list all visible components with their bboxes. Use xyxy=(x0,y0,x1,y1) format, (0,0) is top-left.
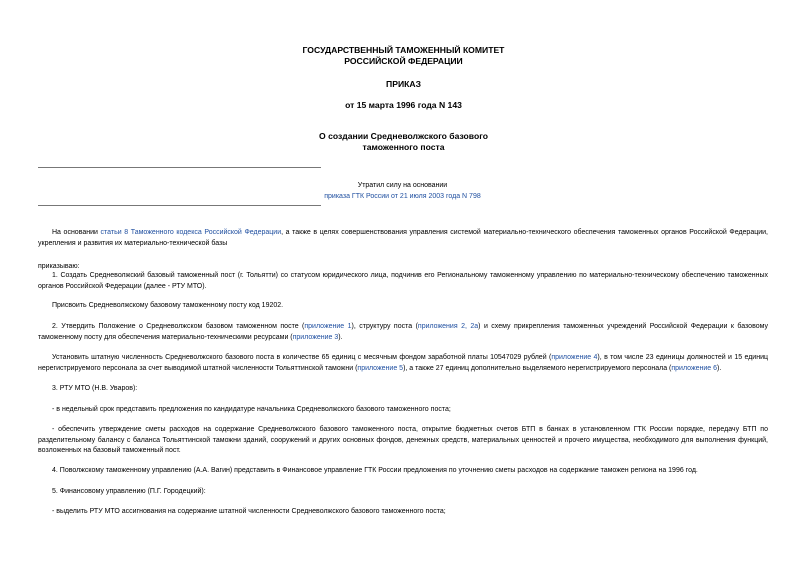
order-word: приказываю: xyxy=(38,263,80,270)
title-line-1: О создании Средневолжского базового xyxy=(319,131,488,141)
paragraph-8: 5. Финансовому управлению (П.Г. Городецкий): xyxy=(52,488,206,495)
status-link[interactable]: приказа ГТК России от 21 июля 2003 года N 798 xyxy=(324,193,481,200)
status-note xyxy=(150,180,655,202)
paragraph-4: 3. РТУ МТО (Н.В. Уваров): xyxy=(52,385,138,392)
document-title xyxy=(0,131,807,153)
paragraph-6: - обеспечить утверждение сметы расходов на содержание Средневолжского базового таможенного поста, открытие бюджетных счетов БТП в банках в установленном ГТК России порядке, передачу БТП по разделительному балансу с баланса Тольяттинской таможни зданий, сооружений и других основных фондов, денежных средств, материальных ценностей и прочего имущества, необходимого для выполнения функций, возложенных на базовый таможенный пост. xyxy=(38,426,768,454)
paragraph-3: Установить штатную численность Средневолжского базового поста в количестве 65 единиц с месячным фондом заработной платы 10547029 рублей (приложение 4), в том числе 23 единицы должностей и 15 единиц нерегистрируемого персонала за счет выводимой штатной численности Тольяттинской таможни (приложение 5), а также 27 единиц дополнительно выделяемого нерегистрируемого персонала (приложение 6). xyxy=(38,354,769,372)
divider-bottom xyxy=(38,205,321,206)
link-appendix-3[interactable]: приложение 3 xyxy=(292,333,339,341)
title-line-2: таможенного поста xyxy=(362,142,445,152)
paragraph-2: 2. Утвердить Положение о Средневолжском базовом таможенном посте (приложение 1), структуру поста (приложения 2, 2а) и схему прикрепления таможенных учреждений Российской Федерации к базовому таможенному посту для обеспечения материально-техническими ресурсами (приложение 3). xyxy=(38,323,768,341)
preamble-paragraph: На основании статьи 8 Таможенного кодекса Российской Федерации, а также в целях совершенствования управления системой материально-технического обеспечения таможенных органов Российской Федерации, укрепления и развития их материально-технической базы xyxy=(38,229,768,247)
divider-top xyxy=(38,167,321,168)
link-appendix-4[interactable]: приложение 4 xyxy=(551,354,598,361)
link-appendix-2-2a[interactable]: приложения 2, 2а xyxy=(417,323,479,330)
document-type: ПРИКАЗ xyxy=(386,79,421,89)
status-text: Утратил силу на основании xyxy=(357,182,448,189)
org-line-1: ГОСУДАРСТВЕННЫЙ ТАМОЖЕННЫЙ КОМИТЕТ xyxy=(302,45,505,55)
paragraph-1: 1. Создать Средневолжский базовый таможенный пост (г. Тольятти) со статусом юридического лица, подчинив его Региональному таможенному управлению по материально-техническому обеспечению таможенных органов Российской Федерации (далее - РТУ МТО). xyxy=(38,272,768,290)
link-appendix-5[interactable]: приложение 5 xyxy=(357,364,404,372)
link-article-8[interactable]: статьи 8 Таможенного кодекса Российской Федерации xyxy=(100,229,282,236)
paragraph-1b: Присвоить Средневолжскому базовому таможенному посту код 19202. xyxy=(52,302,284,309)
paragraph-9: - выделить РТУ МТО ассигнования на содержание штатной численности Средневолжского базового таможенного поста; xyxy=(52,508,446,515)
org-line-2: РОССИЙСКОЙ ФЕДЕРАЦИИ xyxy=(344,56,463,66)
paragraph-5: - в недельный срок представить предложения по кандидатуре начальника Средневолжского базового таможенного поста; xyxy=(52,406,451,413)
link-appendix-6[interactable]: приложение 6 xyxy=(671,364,718,372)
link-appendix-1[interactable]: приложение 1 xyxy=(304,323,352,330)
document-date-number: от 15 марта 1996 года N 143 xyxy=(345,100,462,110)
organization-name xyxy=(0,45,807,67)
paragraph-7: 4. Поволжскому таможенному управлению (А.А. Вагин) представить в Финансовое управление ГТК России предложения по уточнению сметы расходов на содержание таможен региона на 1996 год. xyxy=(52,467,698,474)
